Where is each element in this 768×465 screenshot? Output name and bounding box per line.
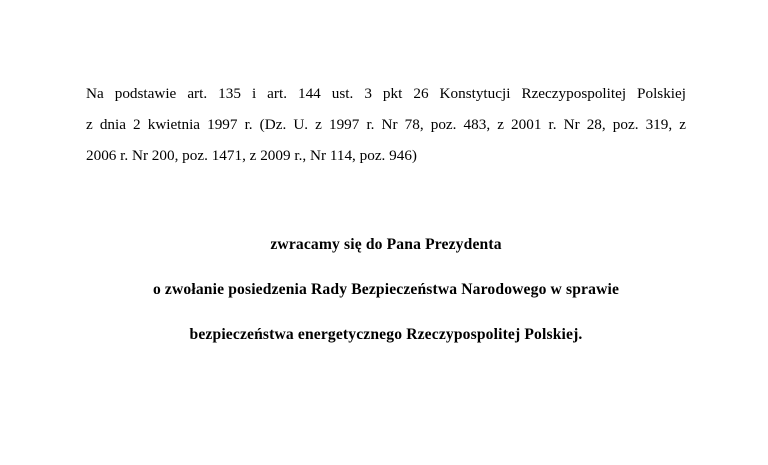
legal-basis-line-3: 2006 r. Nr 200, poz. 1471, z 2009 r., Nr 114, poz. 946): [86, 147, 417, 164]
legal-basis-line-1: Na podstawie art. 135 i art. 144 ust. 3 pkt 26 Konstytucji Rzeczypospolitej Polskiej: [86, 85, 686, 102]
statement-line-1: zwracamy się do Pana Prezydenta: [270, 236, 502, 253]
statement-line-3: bezpieczeństwa energetycznego Rzeczypospolitej Polskiej.: [189, 326, 583, 343]
legal-basis-paragraph: [86, 78, 686, 171]
legal-basis-text: [86, 78, 686, 171]
statement-line-2: o zwołanie posiedzenia Rady Bezpieczeństwa Narodowego w sprawie: [152, 281, 620, 298]
legal-basis-line-2: z dnia 2 kwietnia 1997 r. (Dz. U. z 1997 r. Nr 78, poz. 483, z 2001 r. Nr 28, poz. 319, z: [86, 116, 686, 133]
statement-paragraph: [86, 222, 686, 357]
